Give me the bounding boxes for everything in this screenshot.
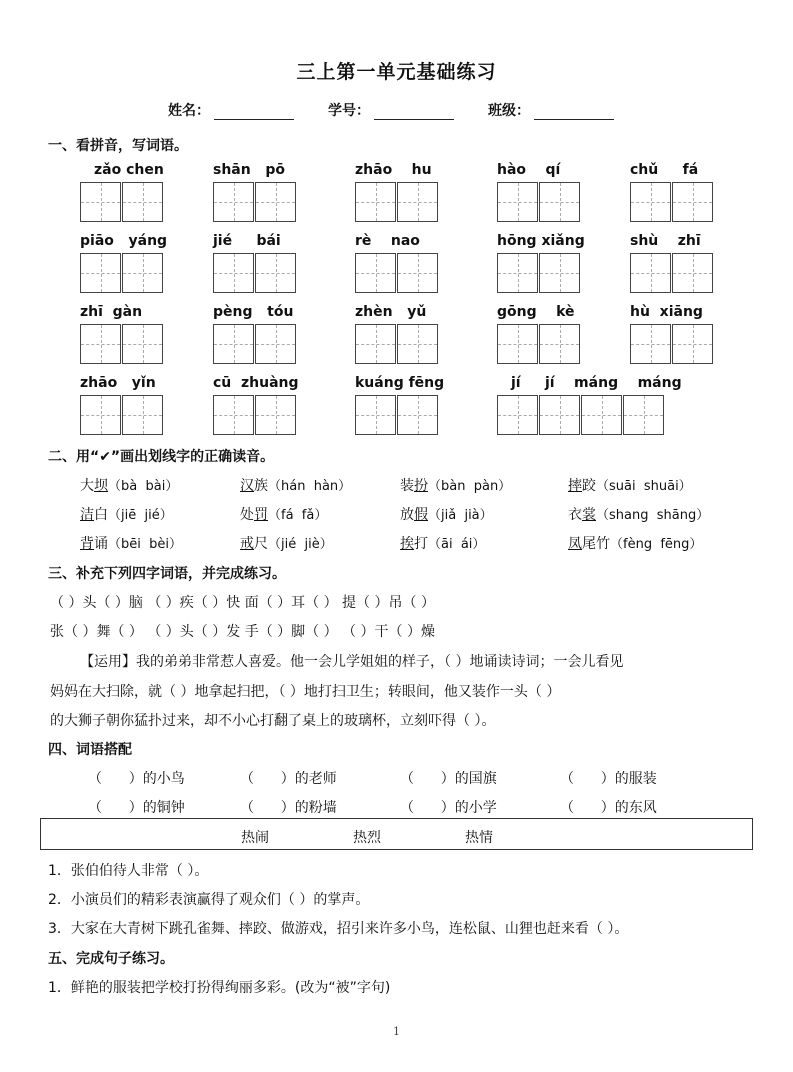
page-title: 三上第一单元基础练习 [296,61,497,83]
underlined-char: 汉 [240,478,254,494]
pronunciation-item[interactable] [80,504,173,524]
writing-grid[interactable] [213,395,297,435]
matching-item[interactable]: （ ）的小鸟 [88,771,185,787]
reading-options[interactable]: （bàn pàn） [428,479,512,494]
underlined-char: 摔 [568,478,582,494]
reading-options[interactable]: （fèng fēng） [610,537,703,552]
pinyin-label: hù xiāng [630,304,703,320]
pinyin-label: zhī gàn [80,304,143,320]
section-5-heading: 五、完成句子练习。 [48,951,174,967]
writing-grid[interactable] [80,324,164,364]
word-char: 尾竹 [582,536,610,552]
tianzi-cell[interactable] [497,182,538,222]
writing-grid[interactable] [80,395,164,435]
pronunciation-item[interactable] [400,533,485,553]
pinyin-label: pèng tóu [213,304,294,320]
tianzi-cell[interactable] [539,395,580,435]
fill-question-3[interactable]: 3．大家在大青树下跳孔雀舞、摔跤、做游戏，招引来许多小鸟，连松鼠、山狸也赶来看（ ）。 [48,921,629,937]
reading-options[interactable]: （bēi bèi） [108,537,182,552]
tianzi-cell[interactable] [122,253,163,293]
choice-word: 热烈 [353,830,381,846]
matching-item[interactable]: （ ）的老师 [240,771,337,787]
section-4-heading: 四、词语搭配 [48,742,132,758]
tianzi-cell[interactable] [80,324,121,364]
word-char: 衣 [568,507,582,523]
pronunciation-item[interactable] [80,475,178,495]
tianzi-cell[interactable] [255,395,296,435]
name-field [168,100,294,120]
writing-grid[interactable] [355,395,439,435]
fill-question-1[interactable]: 1．张伯伯待人非常（ ）。 [48,863,209,879]
tianzi-cell[interactable] [213,324,254,364]
pinyin-label: hōng xiǎng [497,233,585,249]
sentence-question-1: 1．鲜艳的服装把学校打扮得绚丽多彩。(改为“被”字句) [48,980,391,996]
pronunciation-item[interactable] [80,533,182,553]
tianzi-cell[interactable] [213,253,254,293]
class-blank[interactable] [534,105,614,120]
pinyin-label: zǎo chen [94,162,164,178]
pronunciation-item[interactable] [400,504,493,524]
tianzi-cell[interactable] [213,182,254,222]
matching-item[interactable]: （ ）的国旗 [400,771,497,787]
pinyin-label: zhāo yǐn [80,375,156,391]
tianzi-cell[interactable] [80,182,121,222]
tianzi-cell[interactable] [539,324,580,364]
choice-word: 热闹 [241,830,269,846]
tianzi-cell[interactable] [539,253,580,293]
pinyin-label: zhèn yǔ [355,304,427,320]
pronunciation-item[interactable] [240,533,333,553]
reading-options[interactable]: （āi ái） [428,537,486,552]
tianzi-cell[interactable] [630,324,671,364]
pinyin-label: shān pō [213,162,285,178]
writing-grid[interactable] [355,182,439,222]
writing-grid[interactable] [355,253,439,293]
pinyin-label: gōng kè [497,304,575,320]
writing-grid[interactable] [80,253,164,293]
tianzi-cell[interactable] [497,395,538,435]
idiom-row-2[interactable]: 张（ ）舞（ ） （ ）头（ ）发 手（ ）脚（ ） （ ）干（ ）燥 [50,624,435,640]
class-label: 班级： [488,103,530,119]
page-number: 1 [393,1025,400,1038]
tianzi-cell[interactable] [122,182,163,222]
name-label: 姓名： [168,103,210,119]
word-char: 打 [414,536,428,552]
class-field [488,100,614,120]
matching-item[interactable]: （ ）的铜钟 [88,800,185,816]
reading-options[interactable]: （jiē jié） [108,508,173,523]
pronunciation-item[interactable] [568,504,709,524]
idiom-row-1[interactable]: （ ）头（ ）脑 （ ）疾（ ）快 面（ ）耳（ ） 提（ ）吊（ ） [50,595,435,611]
matching-item[interactable]: （ ）的服装 [560,771,657,787]
tianzi-cell[interactable] [122,395,163,435]
tianzi-cell[interactable] [581,395,622,435]
tianzi-cell[interactable] [80,395,121,435]
writing-grid[interactable] [497,182,581,222]
reading-options[interactable]: （suāi shuāi） [596,479,692,494]
tianzi-cell[interactable] [355,253,396,293]
pronunciation-item[interactable] [400,475,511,495]
tianzi-cell[interactable] [539,182,580,222]
writing-grid[interactable] [497,395,665,435]
underlined-char: 洁 [80,507,94,523]
reading-options[interactable]: （jiǎ jià） [428,508,493,523]
tianzi-cell[interactable] [122,324,163,364]
writing-grid[interactable] [630,253,714,293]
tianzi-cell[interactable] [355,324,396,364]
word-char: 放 [400,507,414,523]
reading-options[interactable]: （fá fǎ） [268,508,328,523]
word-char: 尺 [254,536,268,552]
tianzi-cell[interactable] [630,253,671,293]
word-char: 装 [400,478,414,494]
word-char: 处 [240,507,254,523]
choice-word: 热情 [465,830,493,846]
section-1-heading: 一、看拼音，写词语。 [48,138,188,154]
tianzi-cell[interactable] [355,182,396,222]
underlined-char: 罚 [254,507,268,523]
tianzi-cell[interactable] [255,324,296,364]
writing-grid[interactable] [213,182,297,222]
pinyin-label: jié bái [213,233,281,249]
section-2-heading: 二、用“✔”画出划线字的正确读音。 [48,449,275,465]
section-3-heading: 三、补充下列四字词语，并完成练习。 [48,566,286,582]
tianzi-cell[interactable] [255,253,296,293]
student-id-label: 学号： [328,103,370,119]
underlined-char: 戒 [240,536,254,552]
pronunciation-item[interactable] [240,475,351,495]
word-char: 诵 [94,536,108,552]
writing-grid[interactable] [497,253,581,293]
pronunciation-item[interactable] [568,475,692,495]
pinyin-label: rè nao [355,233,420,249]
writing-grid[interactable] [497,324,581,364]
underlined-char: 扮 [414,478,428,494]
underlined-char: 假 [414,507,428,523]
underlined-char: 裳 [582,507,596,523]
tianzi-cell[interactable] [630,182,671,222]
usage-line-3: 的大狮子朝你猛扑过来，却不小心打翻了桌上的玻璃杯，立刻吓得（ ）。 [50,713,496,729]
tianzi-cell[interactable] [355,395,396,435]
usage-line-2: 妈妈在大扫除，就（ ）地拿起扫把，（ ）地打扫卫生；转眼间，他又装作一头（ ） [50,684,561,700]
writing-grid[interactable] [630,324,714,364]
reading-options[interactable]: （jié jiè） [268,537,333,552]
underlined-char: 坝 [94,478,108,494]
pinyin-label: piāo yáng [80,233,168,249]
pinyin-label: hào qí [497,162,561,178]
student-id-field [328,100,454,120]
underlined-char: 凤 [568,536,582,552]
pinyin-label: cū zhuàng [213,375,299,391]
tianzi-cell[interactable] [672,253,713,293]
word-char: 大 [80,478,94,494]
tianzi-cell[interactable] [397,324,438,364]
matching-item[interactable]: （ ）的东风 [560,800,657,816]
matching-item[interactable]: （ ）的粉墙 [240,800,337,816]
tianzi-cell[interactable] [672,324,713,364]
pinyin-label: zhāo hu [355,162,432,178]
word-char: 白 [94,507,108,523]
tianzi-cell[interactable] [397,395,438,435]
writing-grid[interactable] [213,324,297,364]
writing-grid[interactable] [630,182,714,222]
writing-grid[interactable] [355,324,439,364]
pinyin-label: kuáng fēng [355,375,445,391]
name-blank[interactable] [214,105,294,120]
reading-options[interactable]: （bà bài） [108,479,179,494]
fill-question-2[interactable]: 2．小演员们的精彩表演赢得了观众们（ ）的掌声。 [48,892,370,908]
pronunciation-item[interactable] [240,504,327,524]
pinyin-label: chǔ fá [630,162,699,178]
reading-options[interactable]: （shang shāng） [596,508,710,523]
writing-grid[interactable] [213,253,297,293]
tianzi-cell[interactable] [397,253,438,293]
student-id-blank[interactable] [374,105,454,120]
pinyin-label: shù zhī [630,233,701,249]
tianzi-cell[interactable] [497,324,538,364]
tianzi-cell[interactable] [255,182,296,222]
word-char: 族 [254,478,268,494]
word-choice-box [40,818,753,850]
word-char: 跤 [582,478,596,494]
tianzi-cell[interactable] [213,395,254,435]
matching-item[interactable]: （ ）的小学 [400,800,497,816]
tianzi-cell[interactable] [672,182,713,222]
reading-options[interactable]: （hán hàn） [268,479,352,494]
underlined-char: 挨 [400,536,414,552]
pronunciation-item[interactable] [568,533,702,553]
tianzi-cell[interactable] [397,182,438,222]
tianzi-cell[interactable] [497,253,538,293]
writing-grid[interactable] [80,182,164,222]
usage-line-1: 【运用】我的弟弟非常惹人喜爱。他一会儿学姐姐的样子，（ ）地诵读诗词；一会儿看见 [80,654,624,670]
tianzi-cell[interactable] [623,395,664,435]
underlined-char: 背 [80,536,94,552]
tianzi-cell[interactable] [80,253,121,293]
pinyin-label: jí jí máng máng [511,375,682,391]
